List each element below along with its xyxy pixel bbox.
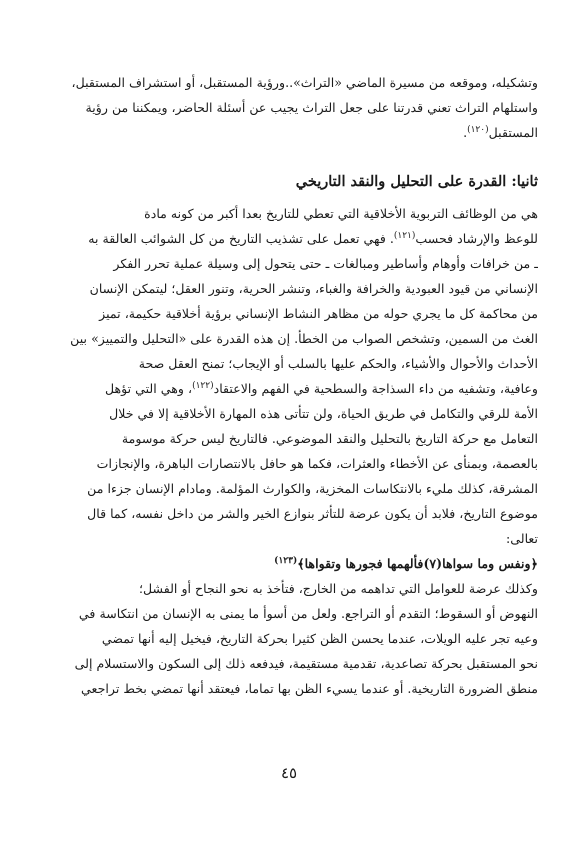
text-line: ـ من خرافات وأوهام وأساطير ومبالغات ـ حتى يتحول إلى وسيلة عملية تحرر الفكر: [113, 256, 538, 271]
page-number: ٤٥: [280, 764, 298, 782]
text-line: النهوض أو السقوط؛ التقدم أو التراجع. ولعل من أسوأ ما يمنى به الإنسان من انتكاسة في: [78, 606, 538, 621]
text-line: وعيه تجر عليه الويلات، عندما يحسن الظن كثيرا بحركة التاريخ، فيخيل إليه أنها تمضي: [101, 631, 538, 646]
text-line: المشرقة، كذلك مليء بالانتكاسات المخزية، والكوارث المؤلمة. ومادام الإنسان جزءا من: [87, 481, 538, 496]
text-line: هي من الوظائف التربوية الأخلاقية التي تعطي للتاريخ بعدا أكبر من كونه مادة: [144, 206, 538, 221]
text-line: الغث من السمين، وتشخص الصواب من الخطأ. إن هذه القدرة على «التحليل والتمييز» بين: [70, 331, 538, 346]
text-line: وكذلك عرضة للعوامل التي تداهمه من الخارج، فتأخذ به نحو النجاح أو الفشل؛: [138, 581, 538, 596]
text-line: المستقبل$^{(١٢٠)}$.: [463, 124, 538, 140]
text-line: تعالى:: [506, 531, 538, 546]
text-line: التعامل مع حركة التاريخ بالتحليل والنقد الموضوعي. فالتاريخ ليس حركة موسومة: [121, 431, 538, 446]
text-line: للوعظ والإرشاد فحسب$^{(١٢١)}$. فهي تعمل على تشذيب التاريخ من كل الشوائب العالقة به: [88, 230, 538, 246]
footnote-ref[interactable]: (١٢١): [393, 230, 416, 241]
text-line: من محاكمة كل ما يجري حوله من مظاهر النشاط الإنساني برؤية أخلاقية حكيمة، تميز: [99, 306, 538, 321]
text-line: الأمة للرقي والتكامل في طريق الحياة، ولن تتأتى هذه المهارة الأخلاقية إلا في خلال: [109, 406, 538, 421]
footnote-ref[interactable]: (١٢٢): [192, 380, 214, 391]
text-line: واستلهام التراث تعني قدرتنا على جعل التراث يجيب عن أسئلة الحاضر، ويمكننا من رؤية: [85, 100, 538, 115]
text-line: منطق الضرورة التاريخية. أو عندما يسيء الظن بها تماما، فيعتقد أنها تمضي بخط تراجعي: [81, 681, 538, 696]
text-line: موضوع التاريخ، فلابد أن يكون عرضة للتأثر بنوازع الخير والشر من داخل نفسه، كما قال: [87, 506, 538, 521]
text-line: بالعصمة، وبمنأى عن الأخطاء والعثرات، فكما هو حافل بالانتصارات الباهرة، والإنجازات: [96, 456, 538, 471]
quran-verse: ﴿ونفس وما سواها(٧)فألهمها فجورها وتقواها﴾$^{(١٢٣)}$: [274, 555, 538, 571]
footnote-ref[interactable]: (١٢٠): [467, 124, 489, 135]
intro-paragraph: [48, 70, 538, 145]
text-line: الأحداث والأحوال والأشياء، والحكم عليها بالسلب أو الإيجاب؛ تمنح العقل صحة: [138, 356, 538, 371]
body-paragraph: [48, 201, 538, 701]
text-line: الإنساني من قيود العبودية والخرافة والغباء، وتنشر الحرية، وتنور العقل؛ ليتمكن الإنسان: [89, 281, 538, 296]
text-line: وعافية، وتشفيه من داء السذاجة والسطحية في الفهم والاعتقاد$^{(١٢٢)}$، وهي التي تؤهل: [104, 380, 538, 396]
footnote-ref[interactable]: (١٢٣): [274, 555, 298, 566]
text-line: وتشكيله، وموقعه من مسيرة الماضي «التراث»..ورؤية المستقبل، أو استشراف المستقبل،: [71, 75, 538, 90]
section-heading: ثانيا: القدرة على التحليل والنقد التاريخي: [295, 173, 538, 190]
text-line: نحو المستقبل بحركة تصاعدية، تقدمية مستقيمة، فيدفعه ذلك إلى السكون والاستسلام إلى: [74, 656, 538, 671]
